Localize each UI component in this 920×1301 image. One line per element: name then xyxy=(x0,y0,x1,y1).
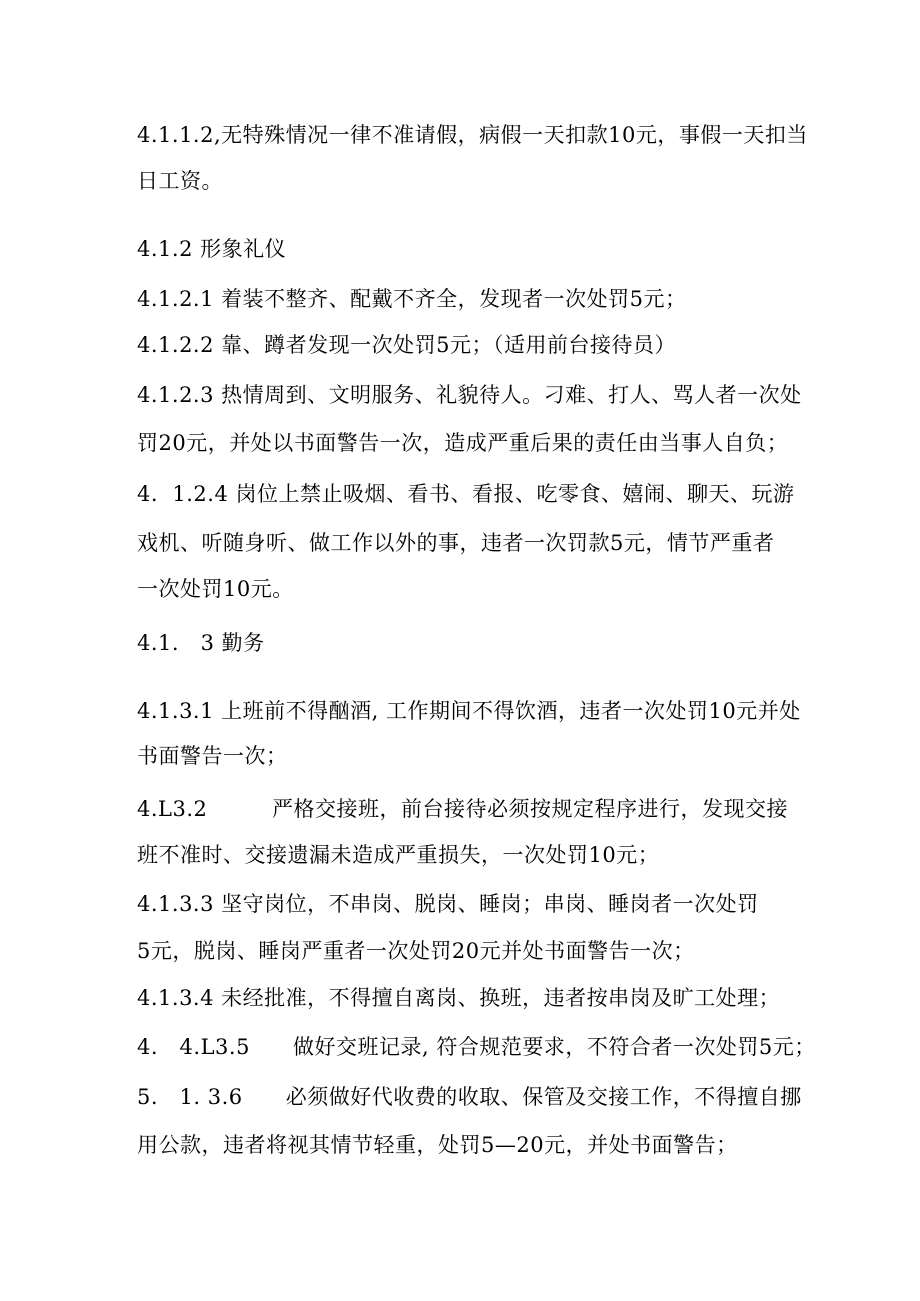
text-line-4-1-3-2: 4.L3.2 严格交接班，前台接待必须按规定程序进行，发现交接 xyxy=(137,797,788,821)
text-line-4-1-2-1: 4.1.2.1 着装不整齐、配戴不齐全，发现者一次处罚5元； xyxy=(137,287,687,311)
text-line-4-1-3-2-cont: 班不准时、交接遗漏未造成严重损失，一次处罚10元； xyxy=(137,843,660,867)
text-line-4-1-3-6: 5. 1. 3.6 必须做好代收费的收取、保管及交接工作，不得擅自挪 xyxy=(137,1085,802,1109)
text-line-4-1-2-3-cont: 罚20元，并处以书面警告一次，造成严重后果的责任由当事人自负； xyxy=(137,431,789,455)
section-heading-4-1-2: 4.1.2 形象礼仪 xyxy=(137,237,287,261)
text-line-4-1-3-3: 4.1.3.3 坚守岗位，不串岗、脱岗、睡岗；串岗、睡岗者一次处罚 xyxy=(137,892,759,916)
text-line-4-1-2-4: 4. 1.2.4 岗位上禁止吸烟、看书、看报、吃零食、嬉闹、聊天、玩游 xyxy=(137,482,795,506)
text-line-4-1-3-1-cont: 书面警告一次； xyxy=(137,744,288,768)
text-line-4-1-3-1: 4.1.3.1 上班前不得酗酒, 工作期间不得饮酒，违者一次处罚10元并处 xyxy=(137,699,801,723)
text-line-4-1-2-3: 4.1.2.3 热情周到、文明服务、礼貌待人。刁难、打人、骂人者一次处 xyxy=(137,383,802,407)
text-line-4-1-1-2-cont: 日工资。 xyxy=(137,169,223,193)
text-line-4-1-3-3-cont: 5元，脱岗、睡岗严重者一次处罚20元并处书面警告一次； xyxy=(137,939,695,963)
text-line-4-1-3-5: 4. 4.L3.5 做好交班记录, 符合规范要求，不符合者一次处罚5元； xyxy=(137,1035,816,1059)
text-line-4-1-3-4: 4.1.3.4 未经批准，不得擅自离岗、换班，违者按串岗及旷工处理； xyxy=(137,986,781,1010)
text-line-4-1-2-2: 4.1.2.2 靠、蹲者发现一次处罚5元；（适用前台接待员） xyxy=(137,333,677,357)
section-heading-4-1-3: 4.1. 3 勤务 xyxy=(137,631,265,655)
text-line-4-1-2-4-cont-2: 一次处罚10元。 xyxy=(137,577,294,601)
text-line-4-1-2-4-cont-1: 戏机、听随身听、做工作以外的事，违者一次罚款5元，情节严重者 xyxy=(137,531,775,555)
text-line-4-1-3-6-cont: 用公款，违者将视其情节轻重，处罚5—20元，并处书面警告； xyxy=(137,1133,738,1157)
text-line-4-1-1-2: 4.1.1.2,无特殊情况一律不准请假，病假一天扣款10元，事假一天扣当 xyxy=(137,123,808,147)
